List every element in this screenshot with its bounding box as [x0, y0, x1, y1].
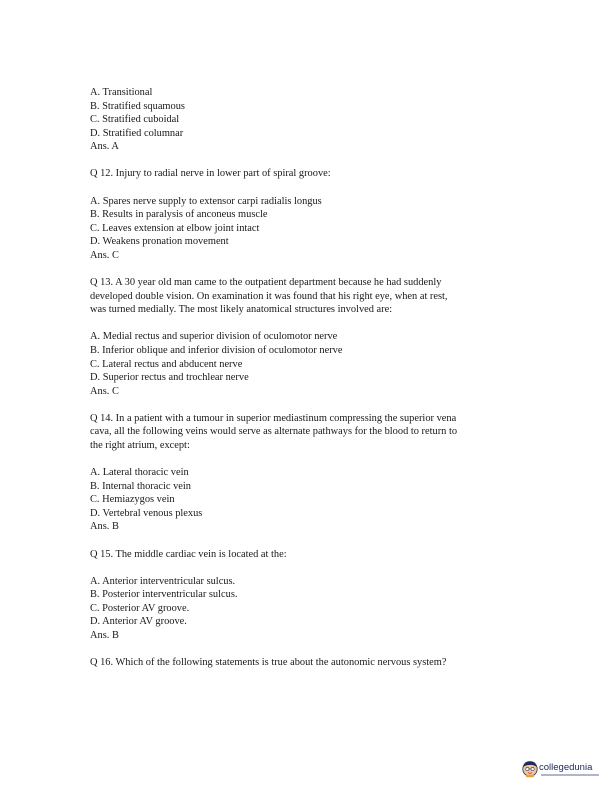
option-line: A. Anterior interventricular sulcus. — [90, 575, 236, 587]
question-line: Q 12. Injury to radial nerve in lower part of spiral groove: — [90, 168, 331, 180]
option-line: B. Posterior interventricular sulcus. — [90, 589, 238, 601]
options-block — [90, 86, 530, 154]
option-line: A. Medial rectus and superior division of oculomotor nerve — [90, 331, 338, 343]
option-line: B. Internal thoracic vein — [90, 480, 191, 492]
answer-line: Ans. B — [90, 521, 119, 533]
option-line: A. Spares nerve supply to extensor carpi radialis longus — [90, 195, 322, 207]
question-block — [90, 412, 530, 453]
answer-line: Ans. C — [90, 249, 119, 261]
question-block — [90, 167, 530, 181]
document-body — [90, 86, 530, 670]
mascot-icon — [520, 758, 540, 778]
logo-tagline — [541, 774, 599, 776]
option-line: A. Lateral thoracic vein — [90, 467, 189, 479]
question-block — [90, 656, 530, 670]
question-line: Q 13. A 30 year old man came to the outpatient department because he had suddenly — [90, 277, 442, 289]
question-line: was turned medially. The most likely anatomical structures involved are: — [90, 304, 393, 316]
options-block — [90, 575, 530, 643]
question-line: Q 15. The middle cardiac vein is located at the: — [90, 548, 287, 560]
option-line: C. Stratified cuboidal — [90, 114, 180, 126]
option-line: A. Transitional — [90, 87, 153, 98]
options-block — [90, 466, 530, 534]
option-line: B. Inferior oblique and inferior division of oculomotor nerve — [90, 344, 343, 356]
option-line: B. Stratified squamous — [90, 100, 185, 112]
question-line: developed double vision. On examination it was found that his right eye, when at rest, — [90, 290, 448, 302]
logo-wordmark: collegedunia — [539, 762, 593, 773]
option-line: D. Superior rectus and trochlear nerve — [90, 372, 249, 384]
option-line: B. Results in paralysis of anconeus muscle — [90, 209, 268, 221]
answer-line: Ans. B — [90, 630, 119, 641]
option-line: D. Vertebral venous plexus — [90, 507, 203, 519]
option-line: D. Stratified columnar — [90, 127, 184, 139]
answer-line: Ans. C — [90, 385, 119, 397]
question-line: Q 14. In a patient with a tumour in superior mediastinum compressing the superior vena — [90, 412, 457, 424]
options-block — [90, 330, 530, 398]
option-line: C. Posterior AV groove. — [90, 602, 190, 614]
option-line: D. Anterior AV groove. — [90, 616, 187, 628]
options-block — [90, 195, 530, 263]
question-line: the right atrium, except: — [90, 439, 190, 451]
collegedunia-logo[interactable] — [520, 758, 608, 784]
option-line: C. Lateral rectus and abducent nerve — [90, 358, 243, 370]
question-line: Q 16. Which of the following statements is true about the autonomic nervous system? — [90, 657, 447, 669]
option-line: D. Weakens pronation movement — [90, 236, 229, 248]
option-line: C. Hemiazygos vein — [90, 494, 175, 506]
option-line: C. Leaves extension at elbow joint intact — [90, 222, 260, 234]
question-line: cava, all the following veins would serve as alternate pathways for the blood to return to — [90, 426, 458, 438]
question-block — [90, 276, 530, 317]
answer-line: Ans. A — [90, 141, 119, 153]
question-block — [90, 548, 530, 562]
